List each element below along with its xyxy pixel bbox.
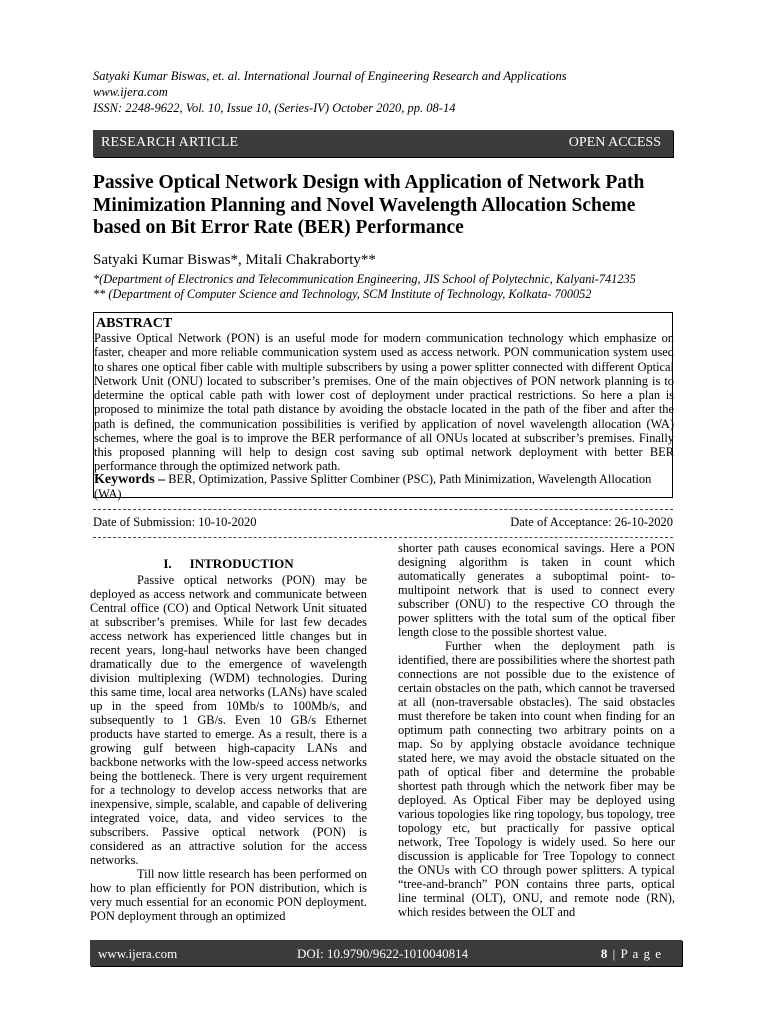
keywords [94, 472, 674, 501]
page-number-value: 8 [600, 946, 609, 961]
abstract-text: Passive Optical Network (PON) is an useful mode for modern communication technology which emphasize on faster, cheaper and more reliable communication system used as access network. PON communication system used to shares one optical fiber cable with multiple subscribers by using a power splitter connected with different Optical Network Unit (ONU) located to subscriber’s premises. One of the main objectives of PON network planning is to determine the optical cable path with lower cost of deployment under practical restrictions. So here a plan is proposed to minimize the total path distance by avoiding the obstacle located in the path of the fiber and after the path is defined, the communication possibilities is verified by application of novel wavelength allocation (WA) schemes, where the goal is to improve the BER performance of all ONUs located at subscriber’s premises. Finally this proposed planning will help to design cost saving sub optimal network deployment with better BER performance through the optimized network path. [94, 331, 674, 474]
right-column [398, 541, 675, 919]
journal-citation: Satyaki Kumar Biswas, et. al. International Journal of Engineering Research and Applications [93, 69, 567, 83]
intro-paragraph-2: Till now little research has been performed on how to plan efficiently for PON distribution, which is very much essential for an economic PON deployment. PON deployment through an optimized [90, 867, 367, 923]
keywords-list: BER, Optimization, Passive Splitter Combiner (PSC), Path Minimization, Wavelength Allocation (WA) [94, 472, 652, 501]
right-paragraph-2: Further when the deployment path is identified, there are possibilities where the shortest path connections are not possible due to the existence of certain obstacles on the path, which cannot be traversed at all (non-traversable obstacles). The said obstacles must therefore be taken into count when finding for an optimum path connecting two arbitrary points on a map. So by applying obstacle avoidance technique stated here, we may avoid the obstacle situated on the path of optical fiber and determine the probable shortest path through which the network fiber may be deployed. As Optical Fiber may be deployed using various topologies like ring topology, bus topology, tree topology etc, but practically for passive optical network, Tree Topology is widely used. So here our discussion is applicable for Tree Topology to connect the ONUs with CO through power splitters. A typical “tree-and-branch” PON contains three parts, optical line terminal (OLT), ONU, and remote node (RN), which resides between the OLT and [398, 639, 675, 919]
footer-doi[interactable]: DOI: 10.9790/9622-1010040814 [297, 946, 469, 961]
footer-website-link[interactable]: www.ijera.com [98, 946, 178, 961]
page-label: | P a g e [612, 946, 662, 961]
acceptance-date: Date of Acceptance: 26-10-2020 [510, 515, 673, 529]
journal-website[interactable]: www.ijera.com [93, 85, 168, 99]
paper-authors: Satyaki Kumar Biswas*, Mitali Chakraborty** [93, 252, 376, 268]
abstract-box [93, 312, 674, 501]
page-footer [90, 940, 682, 966]
article-type-banner [93, 130, 673, 157]
page-number [601, 946, 662, 962]
journal-issn: ISSN: 2248-9622, Vol. 10, Issue 10, (Series-IV) October 2020, pp. 08-14 [93, 101, 456, 115]
keywords-label: Keywords – [94, 472, 166, 487]
affiliation-2: ** (Department of Computer Science and Technology, SCM Institute of Technology, Kolkata- 700052 [93, 287, 592, 301]
dashed-divider-bottom [93, 537, 673, 538]
intro-paragraph-1: Passive optical networks (PON) may be deployed as access network and communicate between Central office (CO) and Optical Network Unit situated at subscriber’s premises. While for last few decades access network has experienced little changes but in recent years, long-haul networks have been changed dramatically due to the emergence of wavelength division multiplexing (WDM) technologies. During this same time, local area networks (LANs) have scaled up in the speed from 10Mb/s to 100Mb/s, and subsequently to 1 GB/s. Even 10 GB/s Ethernet products have started to emerge. As a result, there is a growing gulf between high-capacity LANs and backbone networks with the low-speed access networks being the bottleneck. There is very urgent requirement for a technology to develop access networks that are inexpensive, simple, scalable, and capable of delivering integrated voice, data, and video services to the subscribers. Passive optical network (PON) is considered as an attractive solution for the access networks. [90, 573, 367, 867]
paper-title: Passive Optical Network Design with Application of Network Path Minimization Planning and Novel Wavelength Allocation Scheme based on Bit Error Rate (BER) Performance [93, 172, 645, 239]
section-number: I. [163, 556, 172, 571]
dashed-divider-top [93, 509, 673, 510]
right-paragraph-1: shorter path causes economical savings. Here a PON designing algorithm is taken in count which automatically generates a suboptimal point- to- multipoint network that is used to connect every subscriber (ONU) to the respective CO through the power splitters with the total sum of the optical fiber length close to the possible shortest value. [398, 541, 675, 639]
dates-row [93, 515, 673, 530]
section-title: INTRODUCTION [189, 556, 294, 571]
open-access-label: OPEN ACCESS [568, 135, 661, 150]
section-heading-introduction [90, 557, 367, 571]
abstract-heading: ABSTRACT [96, 316, 173, 331]
submission-date: Date of Submission: 10-10-2020 [93, 515, 257, 529]
research-article-label: RESEARCH ARTICLE [101, 135, 239, 150]
affiliation-1: *(Department of Electronics and Telecommunication Engineering, JIS School of Polytechnic, Kalyani-741235 [93, 272, 636, 286]
left-column [90, 541, 367, 923]
